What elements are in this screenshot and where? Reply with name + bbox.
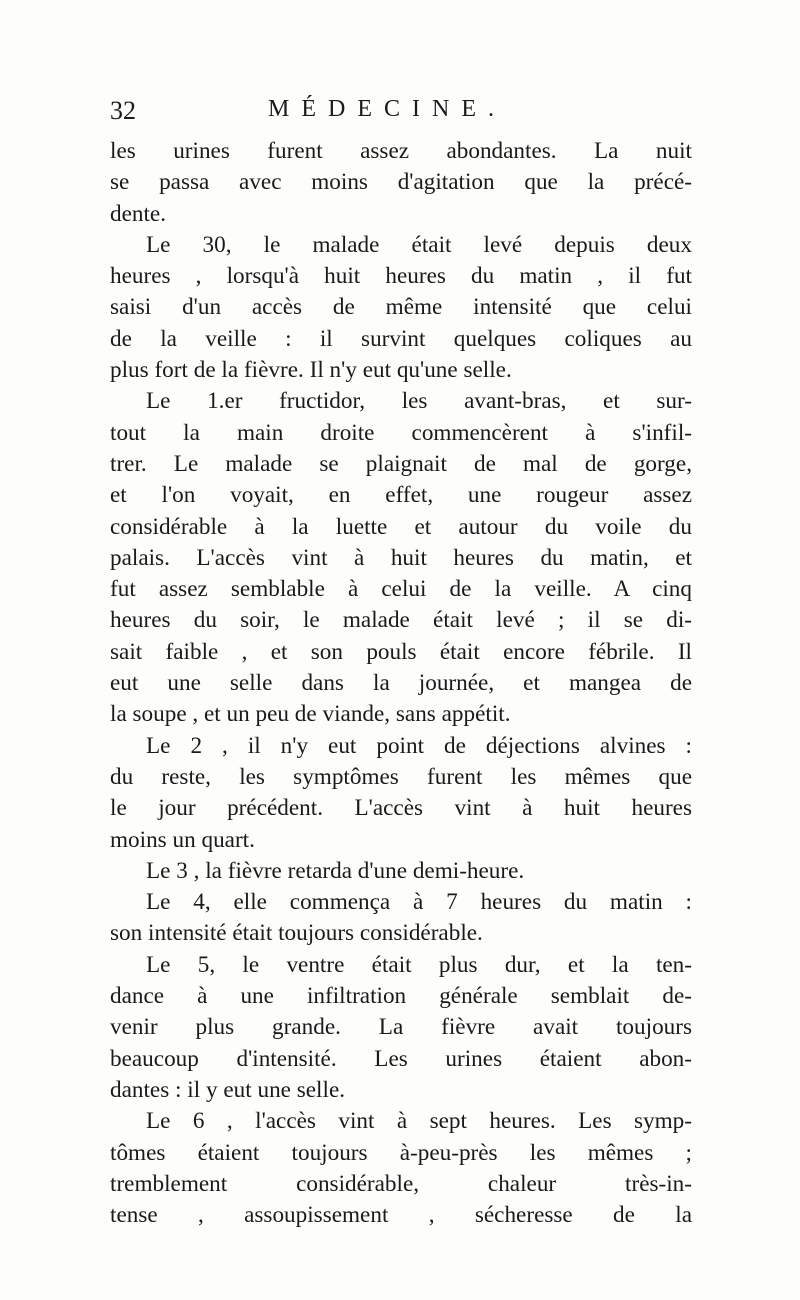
text-line: dance à une infiltration générale semblait de-: [110, 983, 692, 1010]
text-line: se passa avec moins d'agitation que la précé-: [110, 169, 692, 196]
text-line: Le 6 , l'accès vint à sept heures. Les symp-: [146, 1108, 692, 1135]
text-line: Le 3 , la fièvre retarda d'une demi-heure.: [146, 857, 525, 884]
text-line: Le 5, le ventre était plus dur, et la ten-: [146, 951, 692, 978]
text-line: Le 1.er fructidor, les avant-bras, et sur-: [146, 388, 692, 415]
text-line: considérable à la luette et autour du voile du: [110, 513, 692, 540]
text-line: la soupe , et un peu de viande, sans appétit.: [110, 701, 511, 728]
text-line: tremblement considérable, chaleur très-in-: [110, 1170, 692, 1197]
text-line: tense , assoupissement , sécheresse de la: [110, 1202, 692, 1229]
running-title: MÉDECINE.: [268, 96, 506, 122]
text-line: heures , lorsqu'à huit heures du matin , il fut: [110, 263, 692, 290]
text-line: de la veille : il survint quelques coliques au: [110, 325, 692, 352]
text-line: son intensité était toujours considérable.: [110, 920, 483, 947]
text-line: tômes étaient toujours à-peu-près les mêmes ;: [110, 1139, 692, 1166]
text-line: plus fort de la fièvre. Il n'y eut qu'une selle.: [110, 357, 512, 384]
text-line: Le 30, le malade était levé depuis deux: [146, 231, 692, 258]
text-line: du reste, les symptômes furent les mêmes que: [110, 763, 692, 790]
text-line: eut une selle dans la journée, et mangea de: [110, 670, 692, 697]
text-line: saisi d'un accès de même intensité que celui: [110, 294, 692, 321]
text-line: palais. L'accès vint à huit heures du matin, et: [110, 544, 692, 571]
text-line: beaucoup d'intensité. Les urines étaient abon-: [110, 1045, 692, 1072]
text-line: Le 2 , il n'y eut point de déjections alvines :: [146, 732, 692, 759]
text-line: tout la main droite commencèrent à s'infil-: [110, 419, 692, 446]
text-line: moins un quart.: [110, 826, 255, 853]
text-line: venir plus grande. La fièvre avait toujours: [110, 1014, 692, 1041]
text-line: fut assez semblable à celui de la veille. A cinq: [110, 576, 692, 603]
text-line: trer. Le malade se plaignait de mal de gorge,: [110, 450, 692, 477]
text-line: et l'on voyait, en effet, une rougeur assez: [110, 482, 692, 509]
text-line: dantes : il y eut une selle.: [110, 1076, 346, 1103]
text-line: dente.: [110, 200, 167, 227]
text-line: sait faible , et son pouls était encore fébrile. Il: [110, 638, 692, 665]
page-header: [110, 96, 690, 136]
text-line: Le 4, elle commença à 7 heures du matin :: [146, 889, 692, 916]
body-text: [110, 136, 692, 1231]
text-line: heures du soir, le malade était levé ; il se di-: [110, 607, 692, 634]
text-line: le jour précédent. L'accès vint à huit heures: [110, 795, 692, 822]
page-number: 32: [110, 96, 136, 125]
text-line: les urines furent assez abondantes. La nuit: [110, 138, 692, 164]
